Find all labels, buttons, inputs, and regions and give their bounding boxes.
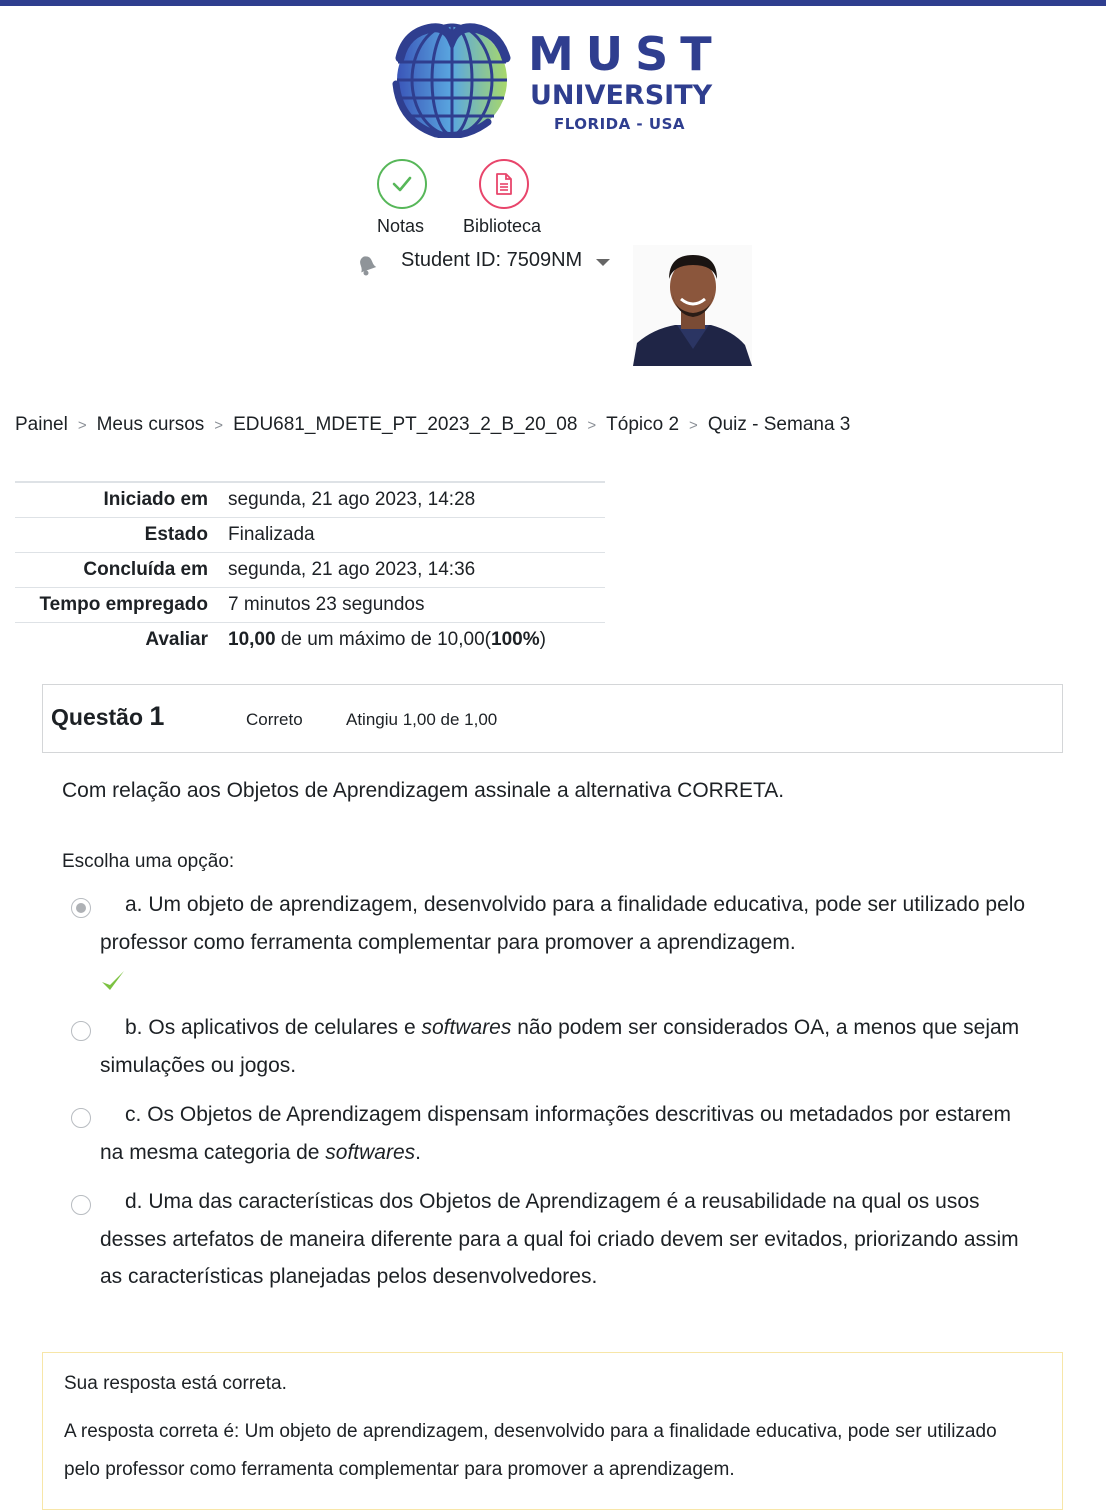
option-letter: a. [125, 893, 143, 916]
question-title [51, 701, 164, 732]
check-circle-icon [389, 171, 415, 197]
correct-check-icon [100, 968, 126, 999]
biblioteca-label[interactable]: Biblioteca [463, 216, 542, 236]
chevron-right-icon: > [214, 416, 224, 434]
table-row [15, 553, 605, 588]
breadcrumb-item-topico[interactable]: Tópico 2 [606, 414, 680, 435]
breadcrumb-item-meus-cursos[interactable]: Meus cursos [96, 414, 205, 435]
question-grade: Atingiu 1,00 de 1,00 [346, 710, 498, 729]
chevron-right-icon: > [689, 416, 698, 434]
logo-location-text: FLORIDA - USA [554, 115, 685, 133]
option-text-italic: softwares [325, 1140, 416, 1164]
grade-score: 10,00 [228, 629, 276, 650]
option-d-radio[interactable] [71, 1195, 91, 1215]
option-a-label[interactable] [100, 886, 1030, 961]
option-b-label[interactable] [100, 1009, 1030, 1084]
notification-bell-icon[interactable] [355, 252, 379, 283]
option-letter: d. [125, 1190, 143, 1213]
summary-value: 7 minutos 23 segundos [228, 594, 425, 615]
notas-button[interactable] [377, 159, 427, 209]
option-letter: b. [125, 1016, 143, 1039]
breadcrumb [15, 414, 850, 436]
table-row [15, 482, 605, 518]
grade-end: ) [539, 629, 546, 650]
option-text-italic: softwares [421, 1016, 512, 1039]
option-d-label[interactable] [100, 1183, 1030, 1296]
question-info-box [42, 684, 1063, 753]
option-c-label[interactable] [100, 1096, 1030, 1171]
grade-percent: 100% [491, 629, 540, 650]
option-letter: c. [125, 1103, 142, 1126]
table-row [15, 588, 605, 623]
option-text: . [415, 1140, 422, 1164]
chevron-down-icon[interactable] [596, 259, 610, 266]
breadcrumb-item-quiz[interactable]: Quiz - Semana 3 [707, 414, 851, 435]
logo-must-text: MUST [528, 27, 724, 81]
avatar[interactable] [633, 245, 752, 366]
table-row [15, 623, 605, 658]
globe-logo-icon [392, 22, 516, 138]
option-a-radio[interactable] [71, 898, 91, 918]
summary-value: segunda, 21 ago 2023, 14:28 [228, 489, 476, 510]
summary-value: Finalizada [228, 524, 315, 545]
must-university-logo[interactable] [392, 22, 722, 140]
summary-label: Concluída em [83, 559, 208, 580]
table-row [15, 518, 605, 553]
student-id-menu[interactable]: Student ID: 7509NM [401, 249, 583, 271]
question-state: Correto [246, 710, 303, 729]
chevron-right-icon: > [77, 416, 87, 434]
document-icon [493, 172, 515, 196]
breadcrumb-item-course[interactable]: EDU681_MDETE_PT_2023_2_B_20_08 [233, 414, 578, 435]
option-text: não podem ser considerados OA, a menos que sejam simulações ou jogos. [100, 1016, 1020, 1077]
question-number: 1 [149, 701, 165, 731]
option-b-radio[interactable] [71, 1021, 91, 1041]
breadcrumb-item-painel[interactable]: Painel [15, 414, 68, 435]
summary-label: Iniciado em [103, 489, 208, 510]
summary-label: Estado [144, 524, 208, 545]
grade-middle: de um máximo de 10,00( [275, 629, 491, 650]
logo-university-text: UNIVERSITY [530, 80, 713, 111]
option-text: Os aplicativos de celulares e [148, 1016, 422, 1039]
feedback-result: Sua resposta está correta. [64, 1373, 287, 1394]
grade-value [228, 623, 605, 658]
question-text: Com relação aos Objetos de Aprendizagem assinale a alternativa CORRETA. [62, 779, 785, 802]
feedback-box [42, 1352, 1063, 1510]
summary-label: Tempo empregado [39, 594, 208, 615]
attempt-summary-table [15, 481, 605, 657]
option-text: Os Objetos de Aprendizagem dispensam informações descritivas ou metadados por estarem na mesma categoria de [100, 1103, 1011, 1164]
chevron-right-icon: > [587, 416, 597, 434]
biblioteca-button[interactable] [479, 159, 529, 209]
option-text: Um objeto de aprendizagem, desenvolvido para a finalidade educativa, pode ser utilizado pelo professor como ferramenta complementar para promover a aprendizagem. [100, 893, 1026, 954]
answer-prompt: Escolha uma opção: [62, 851, 235, 872]
notas-label[interactable]: Notas [377, 216, 425, 236]
feedback-correct-answer: A resposta correta é: Um objeto de aprendizagem, desenvolvido para a finalidade educativa, pode ser utilizado pelo professor como ferramenta complementar para promover a aprendizagem. [64, 1421, 997, 1480]
summary-label: Avaliar [145, 629, 208, 650]
option-text: Uma das características dos Objetos de Aprendizagem é a reusabilidade na qual os usos desses artefatos de maneira diferente para a qual foi criado devem ser evitados, priorizando assim as características planejadas pelos desenvolvedores. [100, 1190, 1019, 1288]
option-c-radio[interactable] [71, 1108, 91, 1128]
summary-value: segunda, 21 ago 2023, 14:36 [228, 559, 476, 580]
question-title-prefix: Questão [51, 704, 144, 730]
top-accent-bar [0, 0, 1106, 6]
